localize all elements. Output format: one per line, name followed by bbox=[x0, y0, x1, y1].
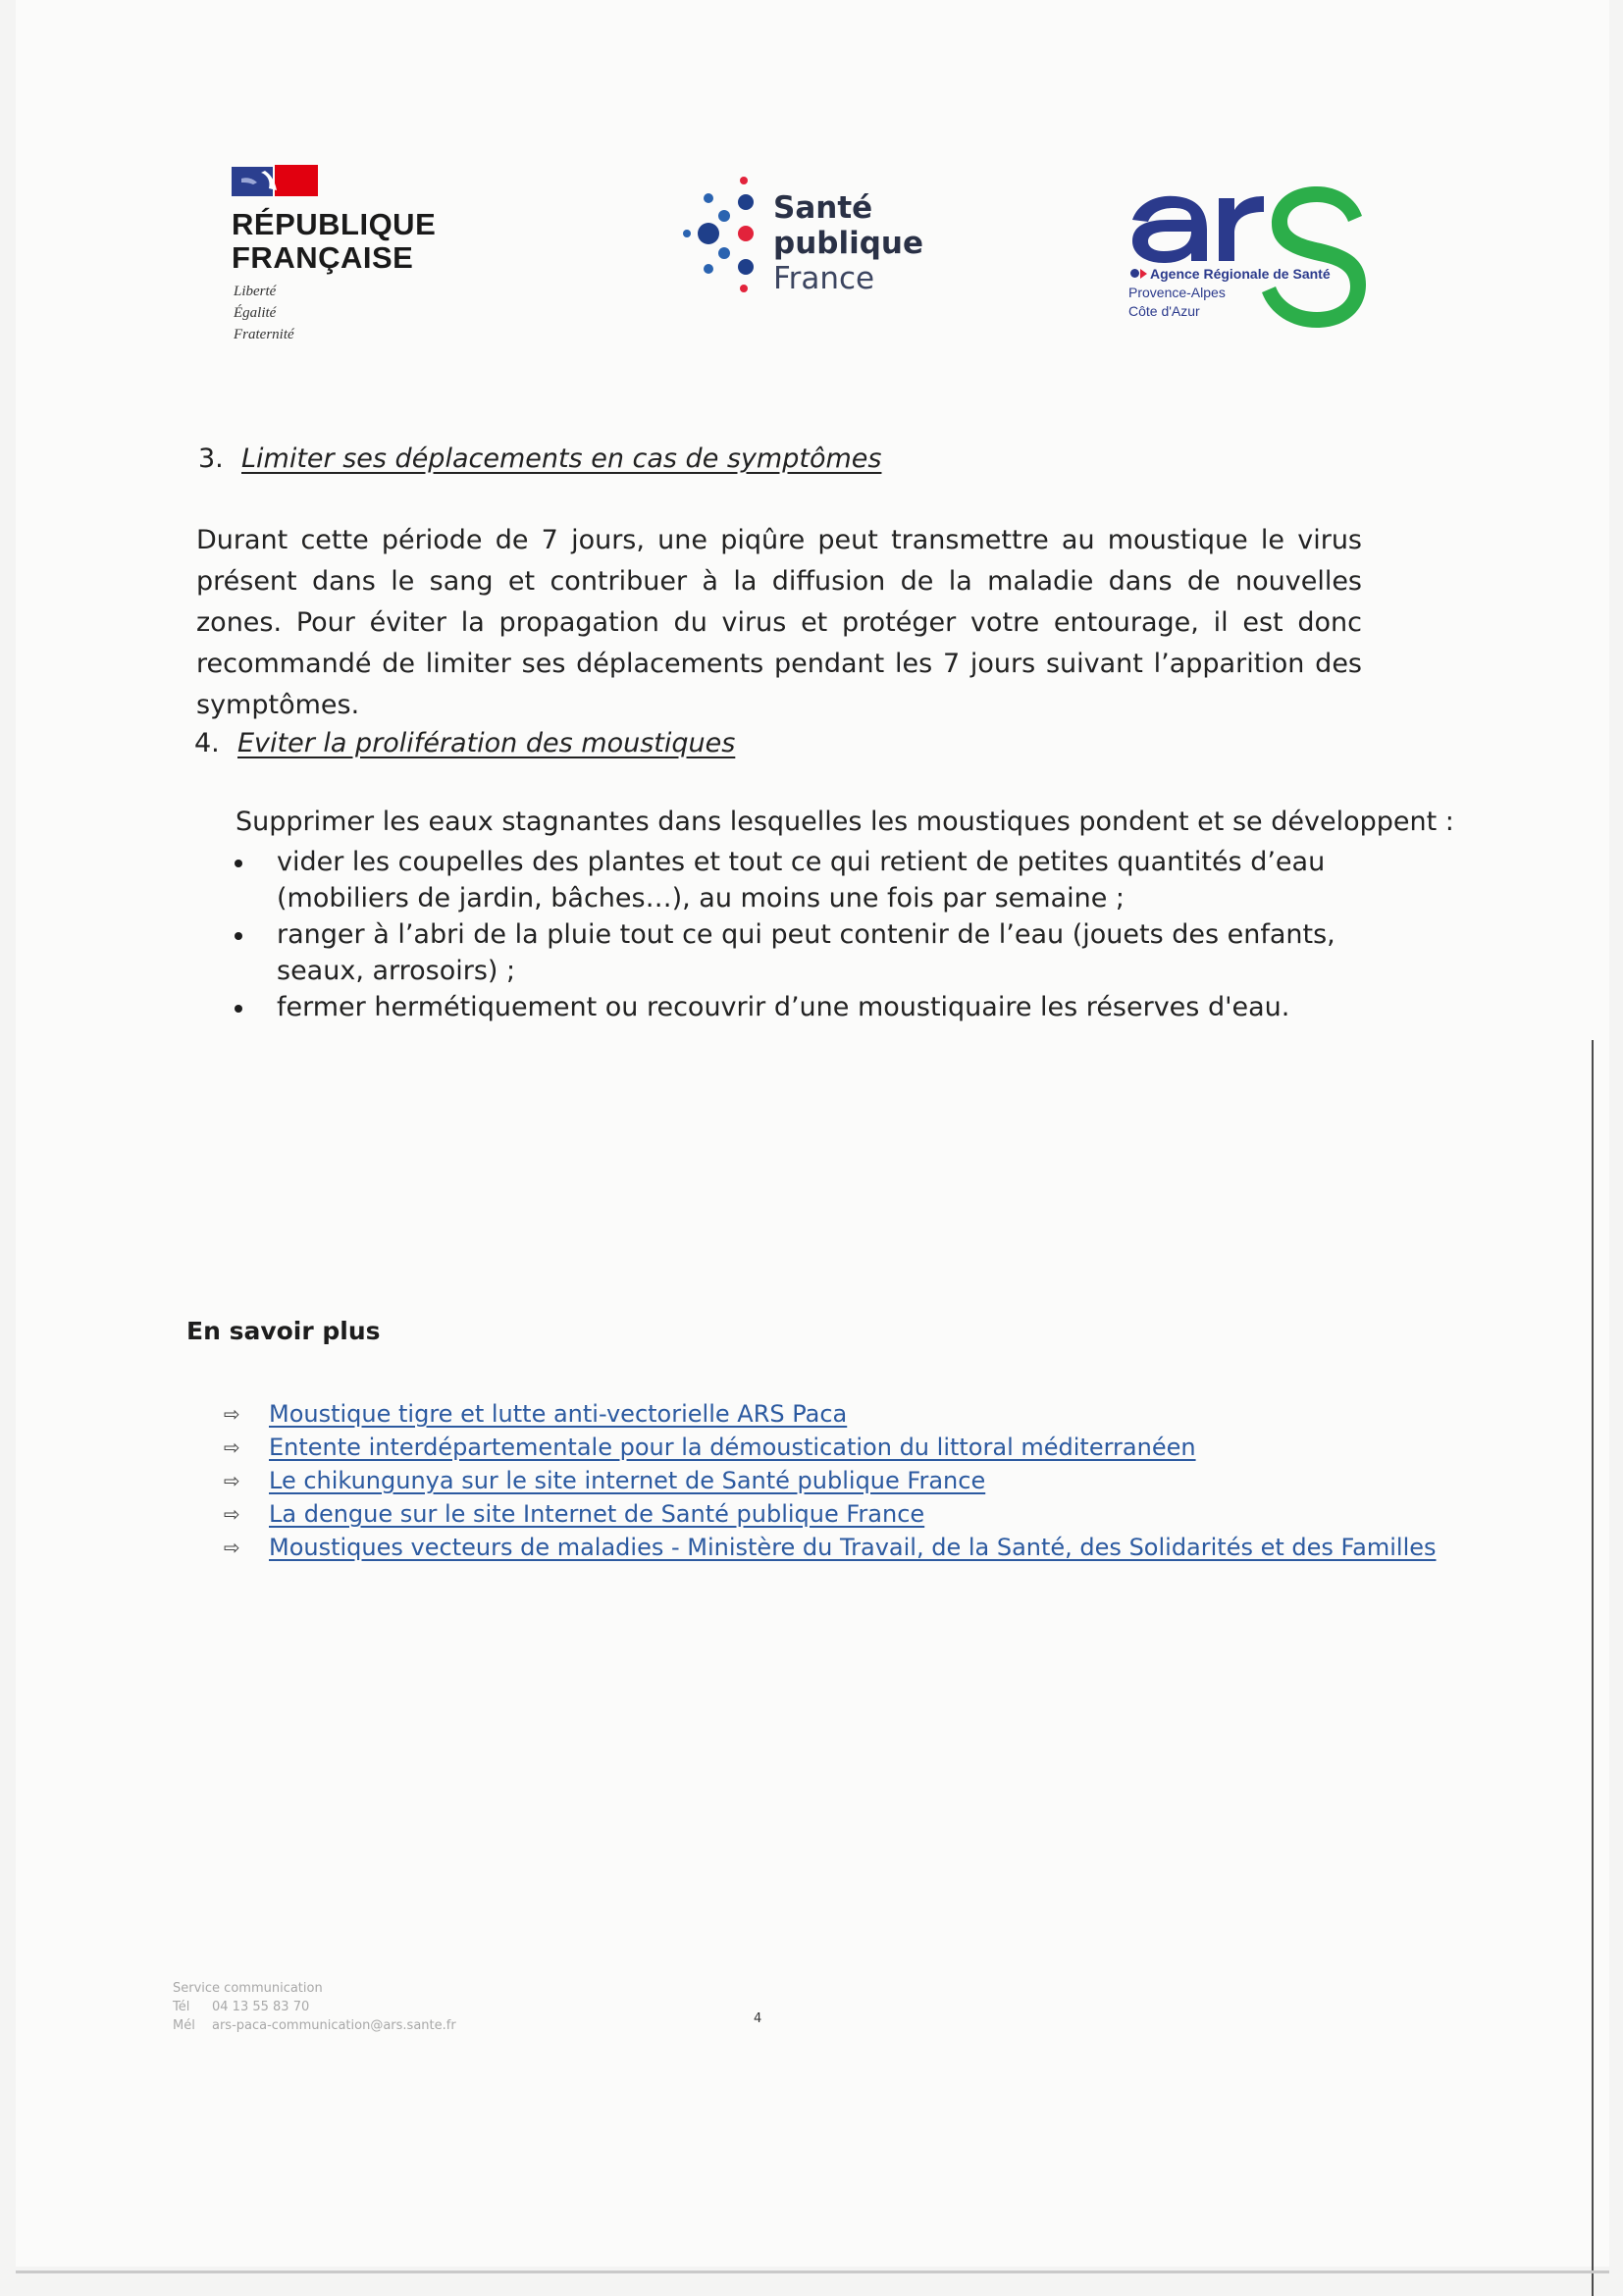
section-4-title: Eviter la prolifération des moustiques bbox=[237, 728, 736, 758]
bullet-dot-icon bbox=[235, 1005, 242, 1013]
bullet-text: vider les coupelles des plantes et tout ce qui retient de petites quantités d’eau (mobiliers de jardin, bâches…), au moins une fois par semaine ; bbox=[277, 847, 1326, 913]
bullet-dot-icon bbox=[235, 860, 242, 867]
link-ministere-sante[interactable]: Moustiques vecteurs de maladies - Ministère du Travail, de la Santé, des Solidarités et des Familles bbox=[269, 1534, 1437, 1561]
ars-region-line-1: Provence-Alpes bbox=[1128, 285, 1226, 300]
page-number: 4 bbox=[754, 2011, 762, 2026]
link-eid-mediterranee[interactable]: Entente interdépartementale pour la démoustication du littoral méditerranéen bbox=[269, 1434, 1196, 1461]
ars-logo bbox=[1128, 177, 1384, 334]
list-item bbox=[277, 916, 1364, 989]
footer-email bbox=[173, 2016, 526, 2035]
footer-phone-number: 04 13 55 83 70 bbox=[212, 2000, 310, 2014]
section-3-title: Limiter ses déplacements en cas de symptômes bbox=[241, 444, 882, 474]
section-3-paragraph: Durant cette période de 7 jours, une piqûre peut transmettre au moustique le virus présent dans le sang et contribuer à la diffusion de la maladie dans de nouvelles zones. Pour éviter la propagation du virus et protéger votre entourage, il est donc recommandé de limiter ses déplacements pendant les 7 jours suivant l’apparition des symptômes. bbox=[196, 525, 1362, 720]
list-item bbox=[277, 844, 1364, 916]
spf-dots-icon bbox=[679, 173, 758, 306]
arrow-right-icon: ⇨ bbox=[224, 1469, 240, 1492]
section-4-number: 4. bbox=[194, 728, 220, 758]
footer-contact bbox=[173, 1979, 526, 2035]
spf-line-2: publique bbox=[773, 226, 923, 261]
list-item bbox=[277, 989, 1364, 1025]
marianne-flag-icon bbox=[232, 165, 318, 198]
footer-email-address: ars-paca-communication@ars.sante.fr bbox=[212, 2018, 456, 2033]
spf-line-1: Santé bbox=[773, 190, 873, 226]
ars-agency-text bbox=[1128, 265, 1344, 321]
footer-phone bbox=[173, 1998, 526, 2016]
link-chikungunya-spf[interactable]: Le chikungunya sur le site internet de Santé publique France bbox=[269, 1467, 986, 1494]
link-dengue-spf[interactable]: La dengue sur le site Internet de Santé publique France bbox=[269, 1500, 925, 1528]
bullet-text: ranger à l’abri de la pluie tout ce qui peut contenir de l’eau (jouets des enfants, seaux, arrosoirs) ; bbox=[277, 919, 1335, 986]
link-ars-paca[interactable]: Moustique tigre et lutte anti-vectorielle ARS Paca bbox=[269, 1400, 848, 1428]
section-3-number: 3. bbox=[198, 444, 224, 474]
more-info-heading: En savoir plus bbox=[186, 1317, 381, 1345]
bullet-dot-icon bbox=[235, 932, 242, 940]
footer-email-label: Mél bbox=[173, 2018, 195, 2033]
scan-edge-line bbox=[1592, 1040, 1594, 2296]
republique-motto: Liberté Égalité Fraternité bbox=[234, 284, 294, 342]
footer-service: Service communication bbox=[173, 1981, 323, 1996]
spf-line-3: France bbox=[773, 261, 875, 296]
ars-agency-label: Agence Régionale de Santé bbox=[1128, 265, 1344, 284]
spf-wordmark bbox=[773, 190, 999, 296]
arrow-right-icon: ⇨ bbox=[224, 1402, 240, 1426]
ars-region-line-2: Côte d'Azur bbox=[1128, 303, 1200, 319]
arrow-right-icon: ⇨ bbox=[224, 1502, 240, 1526]
arrow-right-icon: ⇨ bbox=[224, 1435, 240, 1459]
bullet-text: fermer hermétiquement ou recouvrir d’une moustiquaire les réserves d'eau. bbox=[277, 992, 1290, 1022]
arrow-right-icon: ⇨ bbox=[224, 1536, 240, 1559]
republique-francaise-wordmark: RÉPUBLIQUE FRANÇAISE bbox=[232, 207, 437, 275]
section-4-bullet-list bbox=[277, 844, 1364, 1025]
scan-bottom-edge bbox=[16, 2270, 1609, 2273]
footer-phone-label: Tél bbox=[173, 2000, 190, 2014]
section-4-intro: Supprimer les eaux stagnantes dans lesquelles les moustiques pondent et se développent : bbox=[236, 807, 1454, 837]
